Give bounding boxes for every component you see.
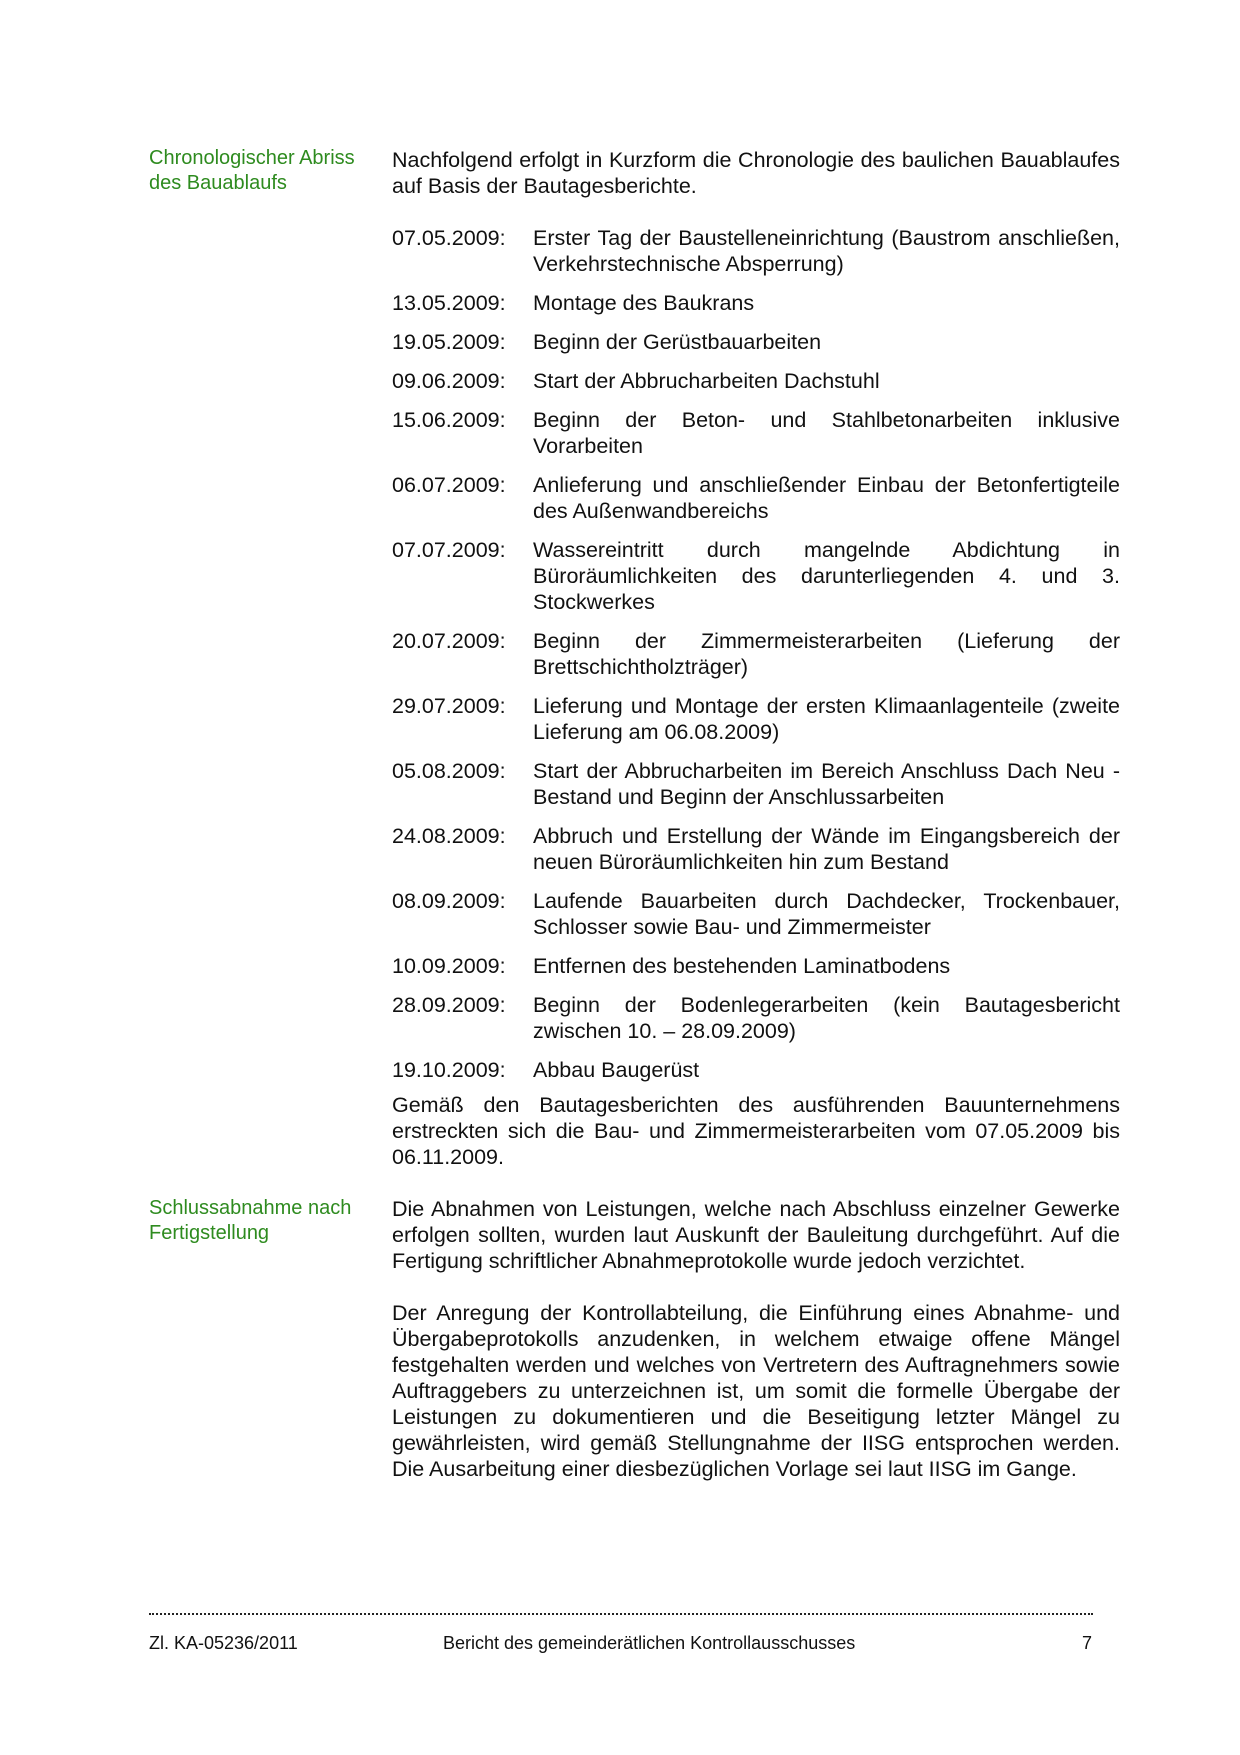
side-heading-chronology [149, 146, 374, 196]
entry-text: Abbruch und Erstellung der Wände im Eingangsbereich der neuen Büroräumlichkeiten hin zum Bestand [533, 824, 1120, 874]
footer-reference: Zl. KA-05236/2011 [149, 1633, 298, 1653]
acceptance-block [392, 1196, 1120, 1482]
entry-date: 28.09.2009: [392, 993, 506, 1017]
entry-text: Erster Tag der Baustelleneinrichtung (Baustrom anschließen, Verkehrstechnische Absperrung) [533, 226, 1120, 276]
entry-date: 05.08.2009: [392, 759, 506, 783]
chronology-list [392, 225, 1120, 1096]
entry-text: Abbau Baugerüst [533, 1058, 700, 1082]
chronology-closing-block [392, 1092, 1120, 1170]
entry-text: Montage des Baukrans [533, 291, 755, 315]
footer-title: Bericht des gemeinderätlichen Kontrollausschusses [443, 1633, 856, 1653]
entry-text: Lieferung und Montage der ersten Klimaanlagenteile (zweite Lieferung am 06.08.2009) [533, 694, 1120, 744]
acceptance-paragraph-1: Die Abnahmen von Leistungen, welche nach Abschluss einzelner Gewerke erfolgen sollten, wurden laut Auskunft der Bauleitung durchgeführt. Auf die Fertigung schriftlicher Abnahmeprotokolle wurde jedoch verzichtet. [392, 1197, 1120, 1273]
footer-divider [149, 1613, 1093, 1615]
entry-text: Start der Abbrucharbeiten Dachstuhl [533, 369, 880, 393]
chronology-intro-block [392, 147, 1120, 199]
chronology-entry [392, 290, 1120, 316]
entry-date: 19.05.2009: [392, 330, 506, 354]
entry-date: 24.08.2009: [392, 824, 506, 848]
entry-date: 06.07.2009: [392, 473, 506, 497]
entry-text: Wassereintritt durch mangelnde Abdichtung in Büroräumlichkeiten des darunterliegenden 4. und 3. Stockwerkes [533, 538, 1120, 614]
side-heading-acceptance [149, 1196, 374, 1246]
chronology-intro-paragraph: Nachfolgend erfolgt in Kurzform die Chronologie des baulichen Bauablaufes auf Basis der Bautagesberichte. [392, 148, 1120, 198]
entry-text: Beginn der Bodenlegerarbeiten (kein Bautagesbericht zwischen 10. – 28.09.2009) [533, 993, 1120, 1043]
entry-text: Entfernen des bestehenden Laminatbodens [533, 954, 951, 978]
entry-text: Beginn der Gerüstbauarbeiten [533, 330, 822, 354]
entry-date: 08.09.2009: [392, 889, 506, 913]
entry-text: Start der Abbrucharbeiten im Bereich Anschluss Dach Neu - Bestand und Beginn der Anschlussarbeiten [533, 759, 1120, 809]
chronology-entry [392, 225, 1120, 277]
chronology-entry [392, 693, 1120, 745]
entry-date: 07.07.2009: [392, 538, 506, 562]
entry-date: 10.09.2009: [392, 954, 506, 978]
side-heading-line: des Bauablaufs [149, 172, 287, 194]
entry-text: Beginn der Beton- und Stahlbetonarbeiten inklusive Vorarbeiten [533, 408, 1120, 458]
acceptance-paragraph-2: Der Anregung der Kontrollabteilung, die Einführung eines Abnahme- und Übergabeprotokolls anzudenken, in welchem etwaige offene Mängel festgehalten werden und welches von Vertretern des Auftragnehmers sowie Auftraggebers zu unterzeichnen ist, um somit die formelle Übergabe der Leistungen zu dokumentieren und die Beseitigung letzter Mängel zu gewährleisten, wird gemäß Stellungnahme der IISG entsprochen werden. Die Ausarbeitung einer diesbezüglichen Vorlage sei laut IISG im Gange. [392, 1301, 1120, 1481]
chronology-entry [392, 1057, 1120, 1083]
chronology-entry [392, 992, 1120, 1044]
entry-date: 07.05.2009: [392, 226, 506, 250]
entry-date: 29.07.2009: [392, 694, 506, 718]
chronology-entry [392, 758, 1120, 810]
entry-date: 20.07.2009: [392, 629, 506, 653]
entry-text: Anlieferung und anschließender Einbau der Betonfertigteile des Außenwandbereichs [533, 473, 1120, 523]
entry-date: 13.05.2009: [392, 291, 506, 315]
chronology-closing-paragraph: Gemäß den Bautagesberichten des ausführenden Bauunternehmens erstreckten sich die Bau- und Zimmermeisterarbeiten vom 07.05.2009 bis 06.11.2009. [392, 1093, 1120, 1169]
chronology-entry [392, 888, 1120, 940]
entry-date: 09.06.2009: [392, 369, 506, 393]
chronology-entry [392, 823, 1120, 875]
side-heading-line: Schlussabnahme nach [149, 1197, 352, 1219]
chronology-entry [392, 407, 1120, 459]
entry-text: Beginn der Zimmermeisterarbeiten (Lieferung der Brettschichtholzträger) [533, 629, 1120, 679]
entry-date: 15.06.2009: [392, 408, 506, 432]
chronology-entry [392, 368, 1120, 394]
page-number: 7 [1082, 1633, 1093, 1653]
side-heading-line: Chronologischer Abriss [149, 147, 355, 169]
chronology-entry [392, 472, 1120, 524]
chronology-entry [392, 537, 1120, 615]
side-heading-line: Fertigstellung [149, 1222, 270, 1244]
entry-text: Laufende Bauarbeiten durch Dachdecker, Trockenbauer, Schlosser sowie Bau- und Zimmermeister [533, 889, 1120, 939]
chronology-entry [392, 329, 1120, 355]
chronology-entry [392, 628, 1120, 680]
entry-date: 19.10.2009: [392, 1058, 506, 1082]
chronology-entry [392, 953, 1120, 979]
